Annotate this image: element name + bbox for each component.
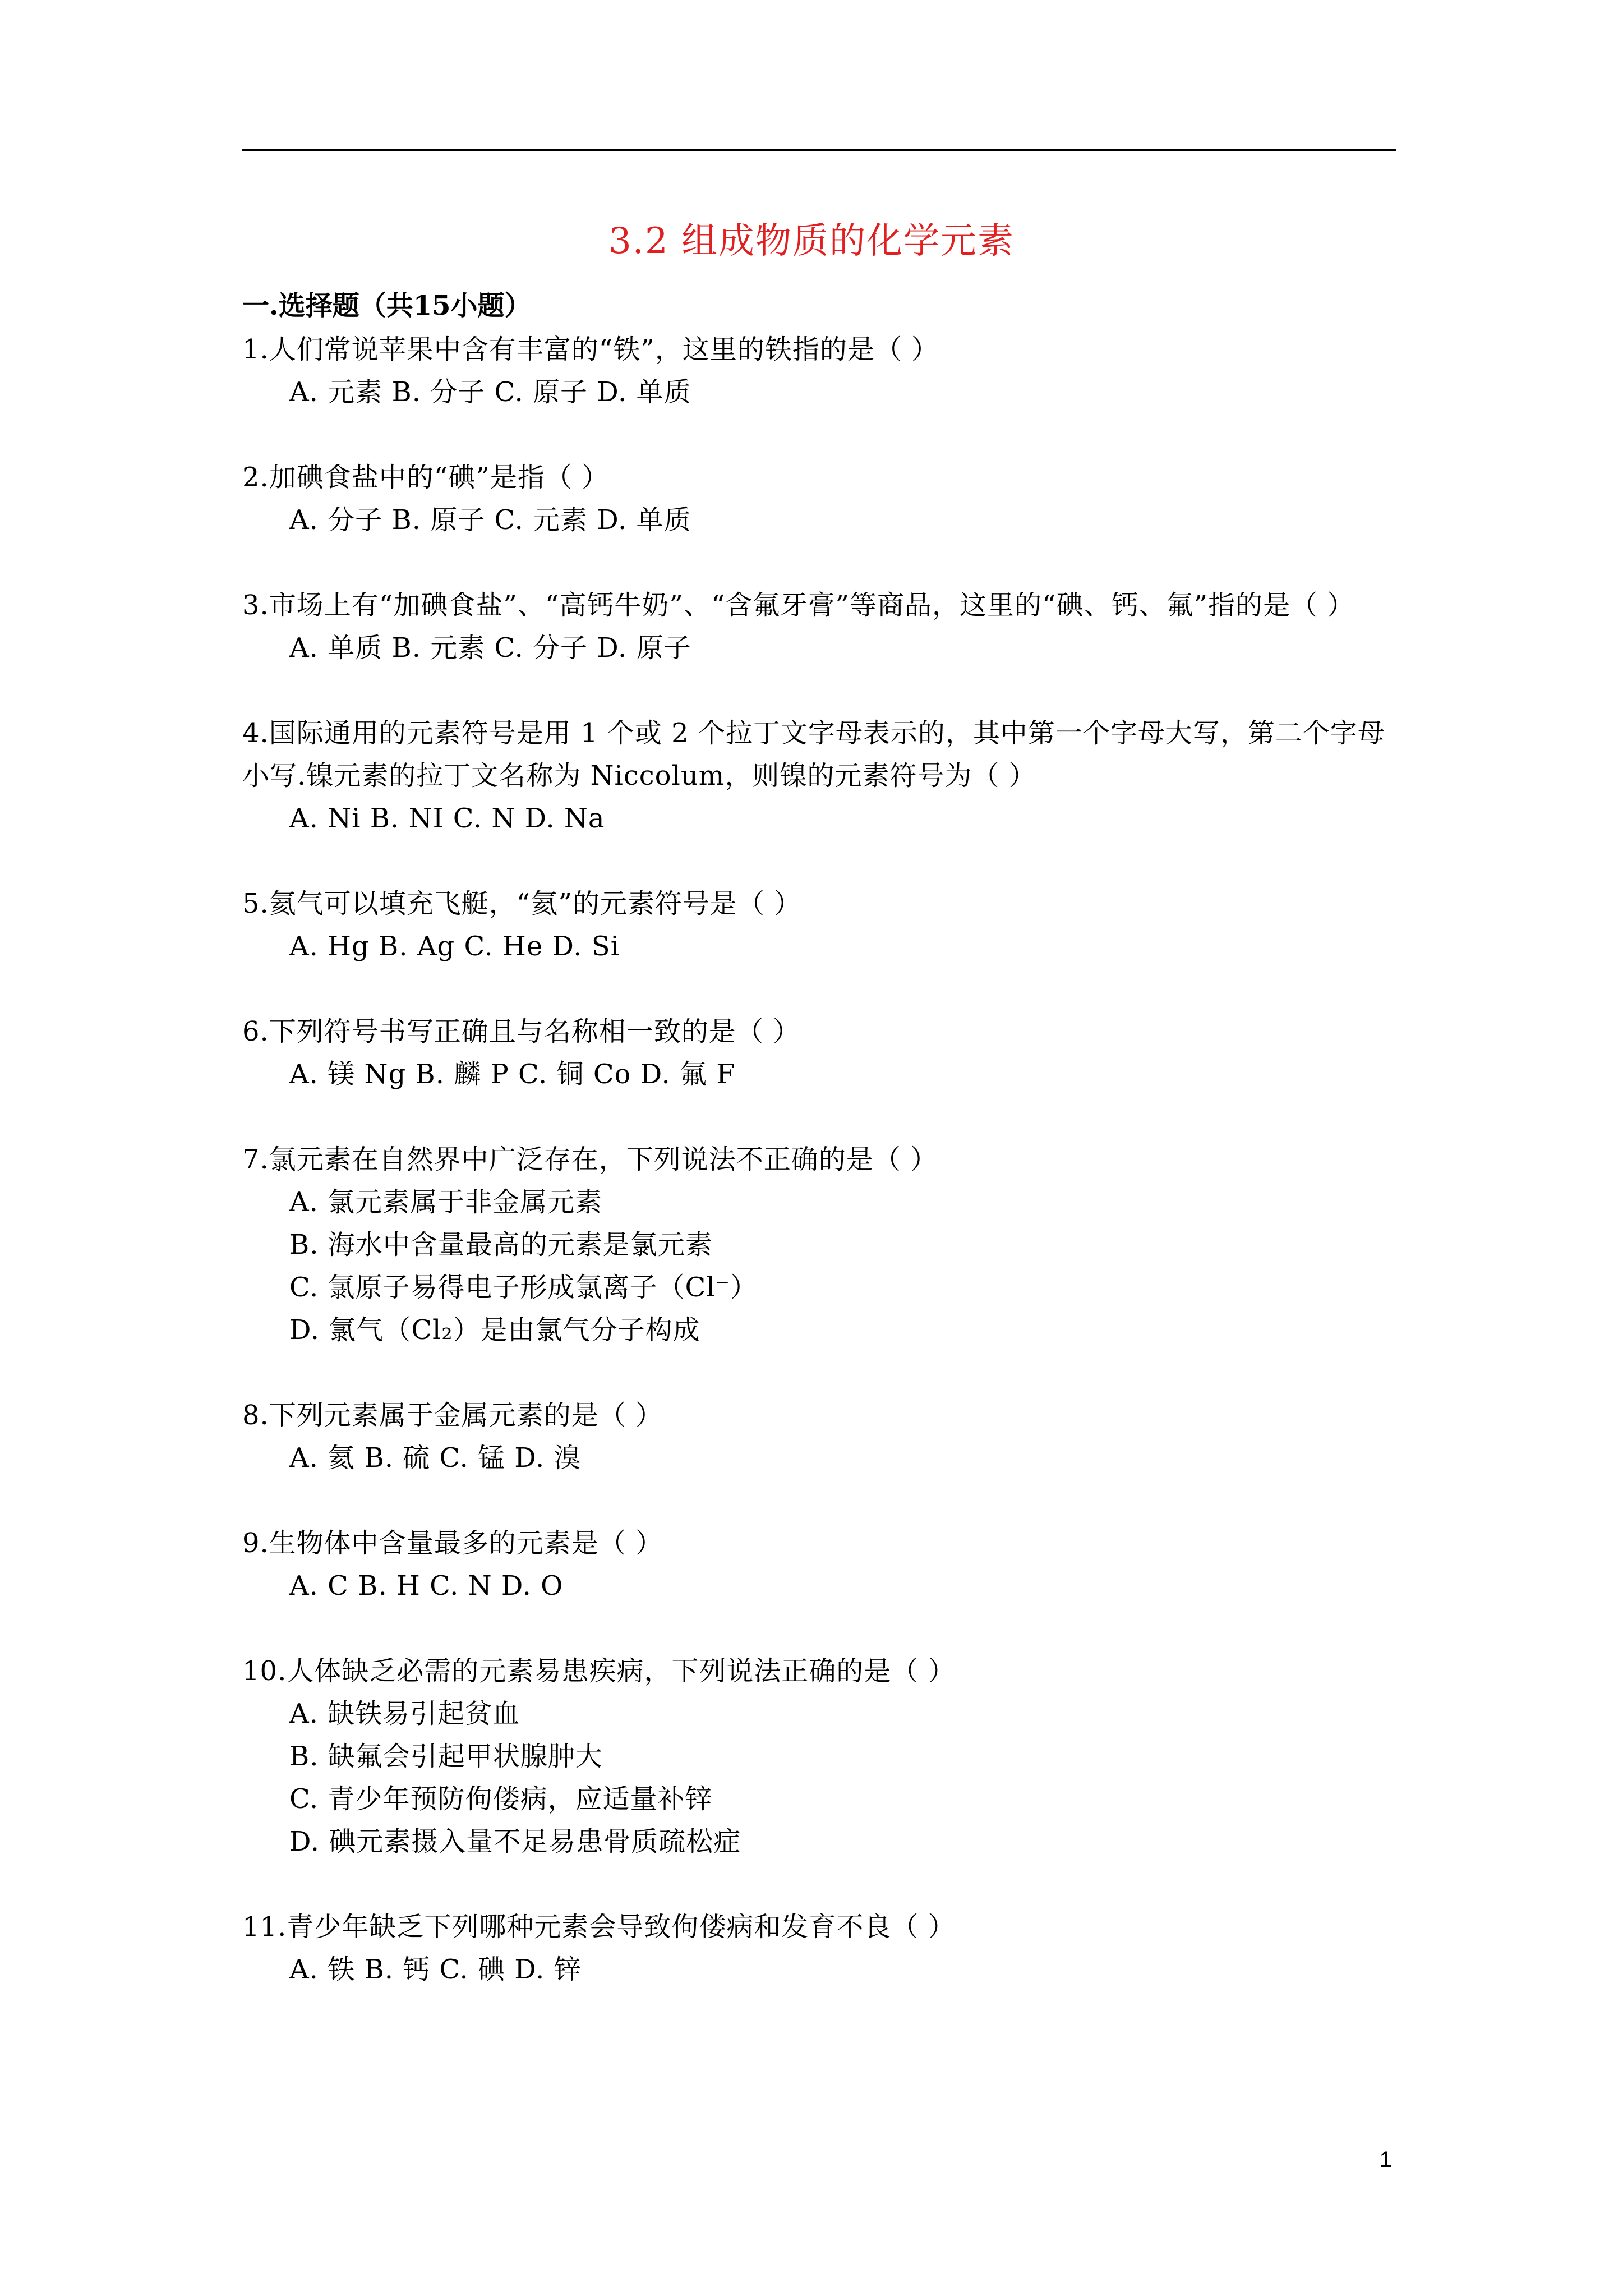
question-stem: 11.青少年缺乏下列哪种元素会导致佝偻病和发育不良（ ）: [242, 1911, 956, 1943]
question-9: [242, 1522, 1398, 1607]
option-d: D. 碘元素摄入量不足易患骨质疏松症: [289, 1826, 741, 1857]
question-10: [242, 1650, 1398, 1863]
question-options: A. 镁 Ng B. 麟 P C. 铜 Co D. 氟 F: [289, 1059, 736, 1090]
page-number: 1: [1379, 2147, 1392, 2172]
option-b: B. 海水中含量最高的元素是氯元素: [289, 1229, 713, 1260]
question-6: [242, 1010, 1398, 1096]
question-stem: 8.下列元素属于金属元素的是（ ）: [242, 1400, 663, 1431]
option-a: A. 缺铁易引起贫血: [289, 1698, 520, 1729]
question-list: [242, 328, 1398, 2033]
option-d: D. 氯气（Cl₂）是由氯气分子构成: [289, 1314, 700, 1346]
question-4: [242, 712, 1398, 840]
question-options: A. 分子 B. 原子 C. 元素 D. 单质: [289, 504, 691, 536]
header-rule: [242, 149, 1396, 151]
question-options: A. 元素 B. 分子 C. 原子 D. 单质: [289, 376, 691, 408]
question-5: [242, 882, 1398, 968]
question-stem: 4.国际通用的元素符号是用 1 个或 2 个拉丁文字母表示的，其中第一个字母大写，第二个字母小写.镍元素的拉丁文名称为 Niccolum，则镍的元素符号为（ ）: [242, 717, 1385, 792]
option-c: C. 青少年预防佝偻病，应适量补锌: [289, 1783, 713, 1815]
page-title: 3.2 组成物质的化学元素: [608, 220, 1015, 262]
question-stem: 9.生物体中含量最多的元素是（ ）: [242, 1527, 663, 1559]
question-stem: 6.下列符号书写正确且与名称相一致的是（ ）: [242, 1016, 801, 1047]
question-stem: 2.加碘食盐中的“碘”是指（ ）: [242, 462, 610, 493]
question-stem: 1.人们常说苹果中含有丰富的“铁”，这里的铁指的是（ ）: [242, 334, 939, 365]
option-a: A. 氯元素属于非金属元素: [289, 1186, 603, 1218]
question-options: A. 单质 B. 元素 C. 分子 D. 原子: [289, 632, 691, 664]
question-stem: 7.氯元素在自然界中广泛存在，下列说法不正确的是（ ）: [242, 1144, 938, 1175]
question-stem: 3.市场上有“加碘食盐”、“高钙牛奶”、“含氟牙膏”等商品，这里的“碘、钙、氟”指的是（ ）: [242, 590, 1355, 621]
question-3: [242, 584, 1398, 669]
question-options: A. Ni B. NI C. N D. Na: [289, 803, 605, 834]
question-options: A. C B. H C. N D. O: [289, 1570, 564, 1602]
option-b: B. 缺氟会引起甲状腺肿大: [289, 1741, 603, 1772]
question-options: A. 氦 B. 硫 C. 锰 D. 溴: [289, 1442, 582, 1474]
question-stem: 5.氦气可以填充飞艇，“氦”的元素符号是（ ）: [242, 888, 802, 919]
question-options: A. Hg B. Ag C. He D. Si: [289, 931, 620, 962]
question-1: [242, 328, 1398, 413]
question-stem: 10.人体缺乏必需的元素易患疾病，下列说法正确的是（ ）: [242, 1655, 956, 1687]
question-7: [242, 1138, 1398, 1351]
question-2: [242, 456, 1398, 541]
question-options: A. 铁 B. 钙 C. 碘 D. 锌: [289, 1954, 582, 1985]
question-11: [242, 1906, 1398, 1991]
section-heading: 一.选择题（共15小题）: [242, 290, 532, 321]
question-8: [242, 1394, 1398, 1479]
option-c: C. 氯原子易得电子形成氯离子（Cl⁻）: [289, 1272, 758, 1303]
